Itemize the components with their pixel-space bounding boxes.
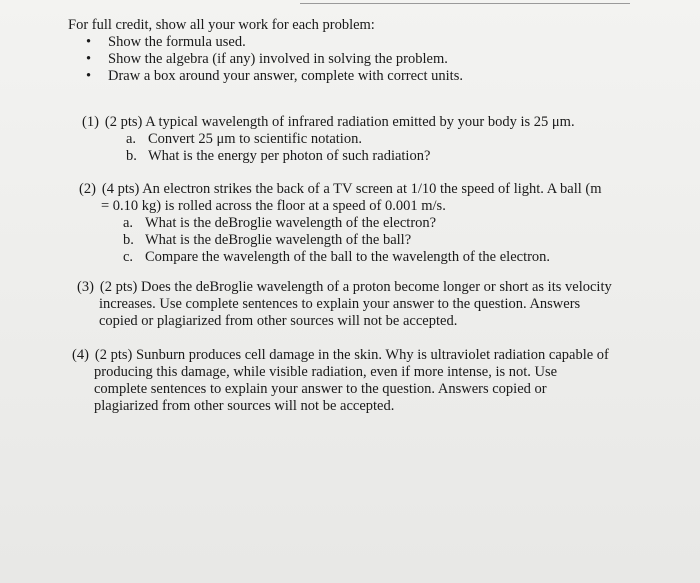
question-number: (1) [82,114,99,130]
question-2-stem [79,181,659,198]
question-1 [82,114,642,165]
question-text: (4 pts) An electron strikes the back of a TV screen at 1/10 the speed of light. A ball (m [101,181,602,197]
question-text: (2 pts) Does the deBroglie wavelength of a proton become longer or short as its velocity [99,279,612,295]
instruction-item [68,51,463,68]
instructions-list [68,34,463,85]
question-text: (2 pts) Sunburn produces cell damage in the skin. Why is ultraviolet radiation capable of [94,347,609,363]
instructions-block [68,17,463,85]
part-letter: a. [126,131,137,147]
question-number: (2) [79,181,96,197]
instruction-item [68,34,463,51]
part-letter: a. [123,215,134,231]
question-text-continued: producing this damage, while visible radiation, even if more intense, is not. Use [94,364,558,380]
instruction-text: Draw a box around your answer, complete with correct units. [108,68,463,84]
instruction-item [68,68,463,85]
question-text: (2 pts) A typical wavelength of infrared radiation emitted by your body is 25 μm. [104,114,575,130]
part-text: What is the deBroglie wavelength of the ball? [145,232,412,248]
question-1-stem [82,114,642,131]
question-part [123,249,659,266]
question-number: (4) [72,347,89,363]
question-text-continued: increases. Use complete sentences to explain your answer to the question. Answers [99,296,581,312]
question-2 [79,181,659,266]
question-text-continued: = 0.10 kg) is rolled across the floor at a speed of 0.001 m/s. [101,198,446,214]
part-letter: b. [126,148,137,164]
part-text: Convert 25 μm to scientific notation. [148,131,362,147]
part-text: Compare the wavelength of the ball to the wavelength of the electron. [145,249,551,265]
question-4-stem [72,347,662,364]
question-text-wrap [102,181,659,198]
part-letter: b. [123,232,134,248]
instructions-heading: For full credit, show all your work for each problem: [68,17,375,33]
question-3-stem [77,279,657,296]
question-part [123,232,659,249]
top-rule [300,3,630,4]
question-number: (3) [77,279,94,295]
bullet-icon: • [86,34,92,50]
instruction-text: Show the formula used. [108,34,246,50]
question-2-parts [123,215,659,266]
question-text-continued: complete sentences to explain your answer to the question. Answers copied or [94,381,547,397]
question-part [123,215,659,232]
bullet-icon: • [86,68,92,84]
question-1-parts [126,131,642,165]
part-letter: c. [123,249,134,265]
question-text-continued: plagiarized from other sources will not be accepted. [94,398,395,414]
question-part [126,131,642,148]
instruction-text: Show the algebra (if any) involved in solving the problem. [108,51,448,67]
bullet-icon: • [86,51,92,67]
question-4 [72,347,662,415]
question-part [126,148,642,165]
question-3 [77,279,657,330]
part-text: What is the deBroglie wavelength of the electron? [145,215,437,231]
question-text-continued: copied or plagiarized from other sources will not be accepted. [99,313,458,329]
part-text: What is the energy per photon of such radiation? [148,148,431,164]
